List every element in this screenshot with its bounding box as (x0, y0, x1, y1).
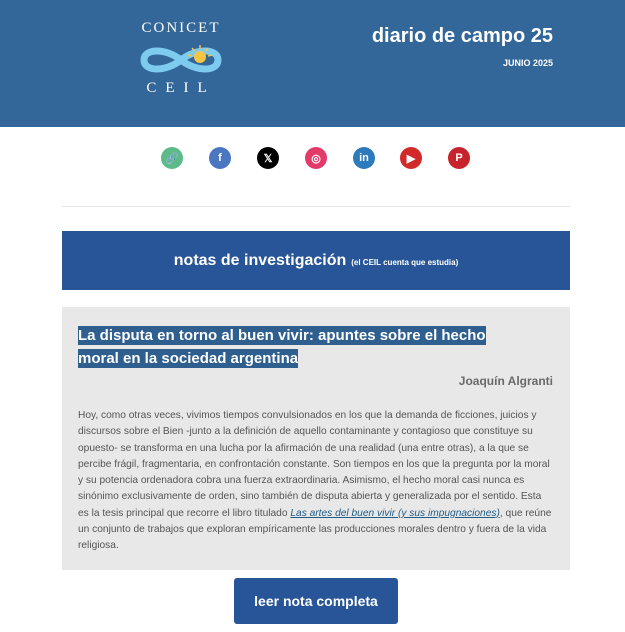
newsletter-title: diario de campo 25 (371, 25, 553, 47)
article-title-line2: moral en la sociedad argentina (78, 350, 299, 367)
divider (62, 206, 570, 207)
logo-top-text: CONICET (141, 20, 221, 36)
instagram-icon[interactable]: ◎ (305, 147, 327, 169)
social-links (0, 147, 625, 171)
header (0, 0, 625, 127)
section-subtitle: (el CEIL cuenta que estudia) (351, 258, 459, 267)
x-icon[interactable]: 𝕏 (257, 147, 279, 169)
article-body (78, 408, 554, 555)
read-full-note-button[interactable]: leer nota completa (234, 578, 398, 624)
infinity-sun-icon (136, 40, 226, 76)
article-body-text: Hoy, como otras veces, vivimos tiempos convulsionados en los que la demanda de ficciones, juicios y discursos sobre el Bien -junto a la definición de aquello contaminante y contagioso que constituye su opuesto- se transforma en una lucha por la afirmación de una realidad (una entre otras), a la que se percibe frágil, fragmentaria, en confrontación constante. Son tiempos en los que la pregunta por la moral y su potencia ordenadora cobra una fuerza extraordinaria. Asimismo, el hecho moral casi nunca es sinónimo exclusivamente de orden, sino también de disputa abierta y generalizada por el sentido. Esta es la tesis principal que recorre el libro titulado (78, 410, 550, 519)
article-author: Joaquín Algranti (458, 374, 553, 388)
article-body-text-end: , que reúne un conjunto de trabajos que exploran empíricamente las producciones morales dentro y fuera de la vida religiosa. (78, 507, 552, 552)
conicet-ceil-logo[interactable] (128, 18, 234, 104)
pinterest-icon[interactable]: P (448, 147, 470, 169)
linkedin-icon[interactable]: in (353, 147, 375, 169)
youtube-icon[interactable]: ▶ (400, 147, 422, 169)
book-link[interactable]: Las artes del buen vivir (y sus impugnaciones) (290, 507, 500, 519)
section-banner (62, 231, 570, 290)
logo-bottom-text: CEIL (146, 80, 216, 96)
newsletter-date: JUNIO 2025 (502, 58, 553, 68)
article-title[interactable] (78, 324, 556, 370)
link-icon[interactable]: 🔗 (161, 147, 183, 169)
article-title-line1: La disputa en torno al buen vivir: apuntes sobre el hecho (78, 327, 486, 344)
facebook-icon[interactable]: f (209, 147, 231, 169)
article-card (62, 307, 570, 570)
section-title: notas de investigación (173, 251, 347, 269)
